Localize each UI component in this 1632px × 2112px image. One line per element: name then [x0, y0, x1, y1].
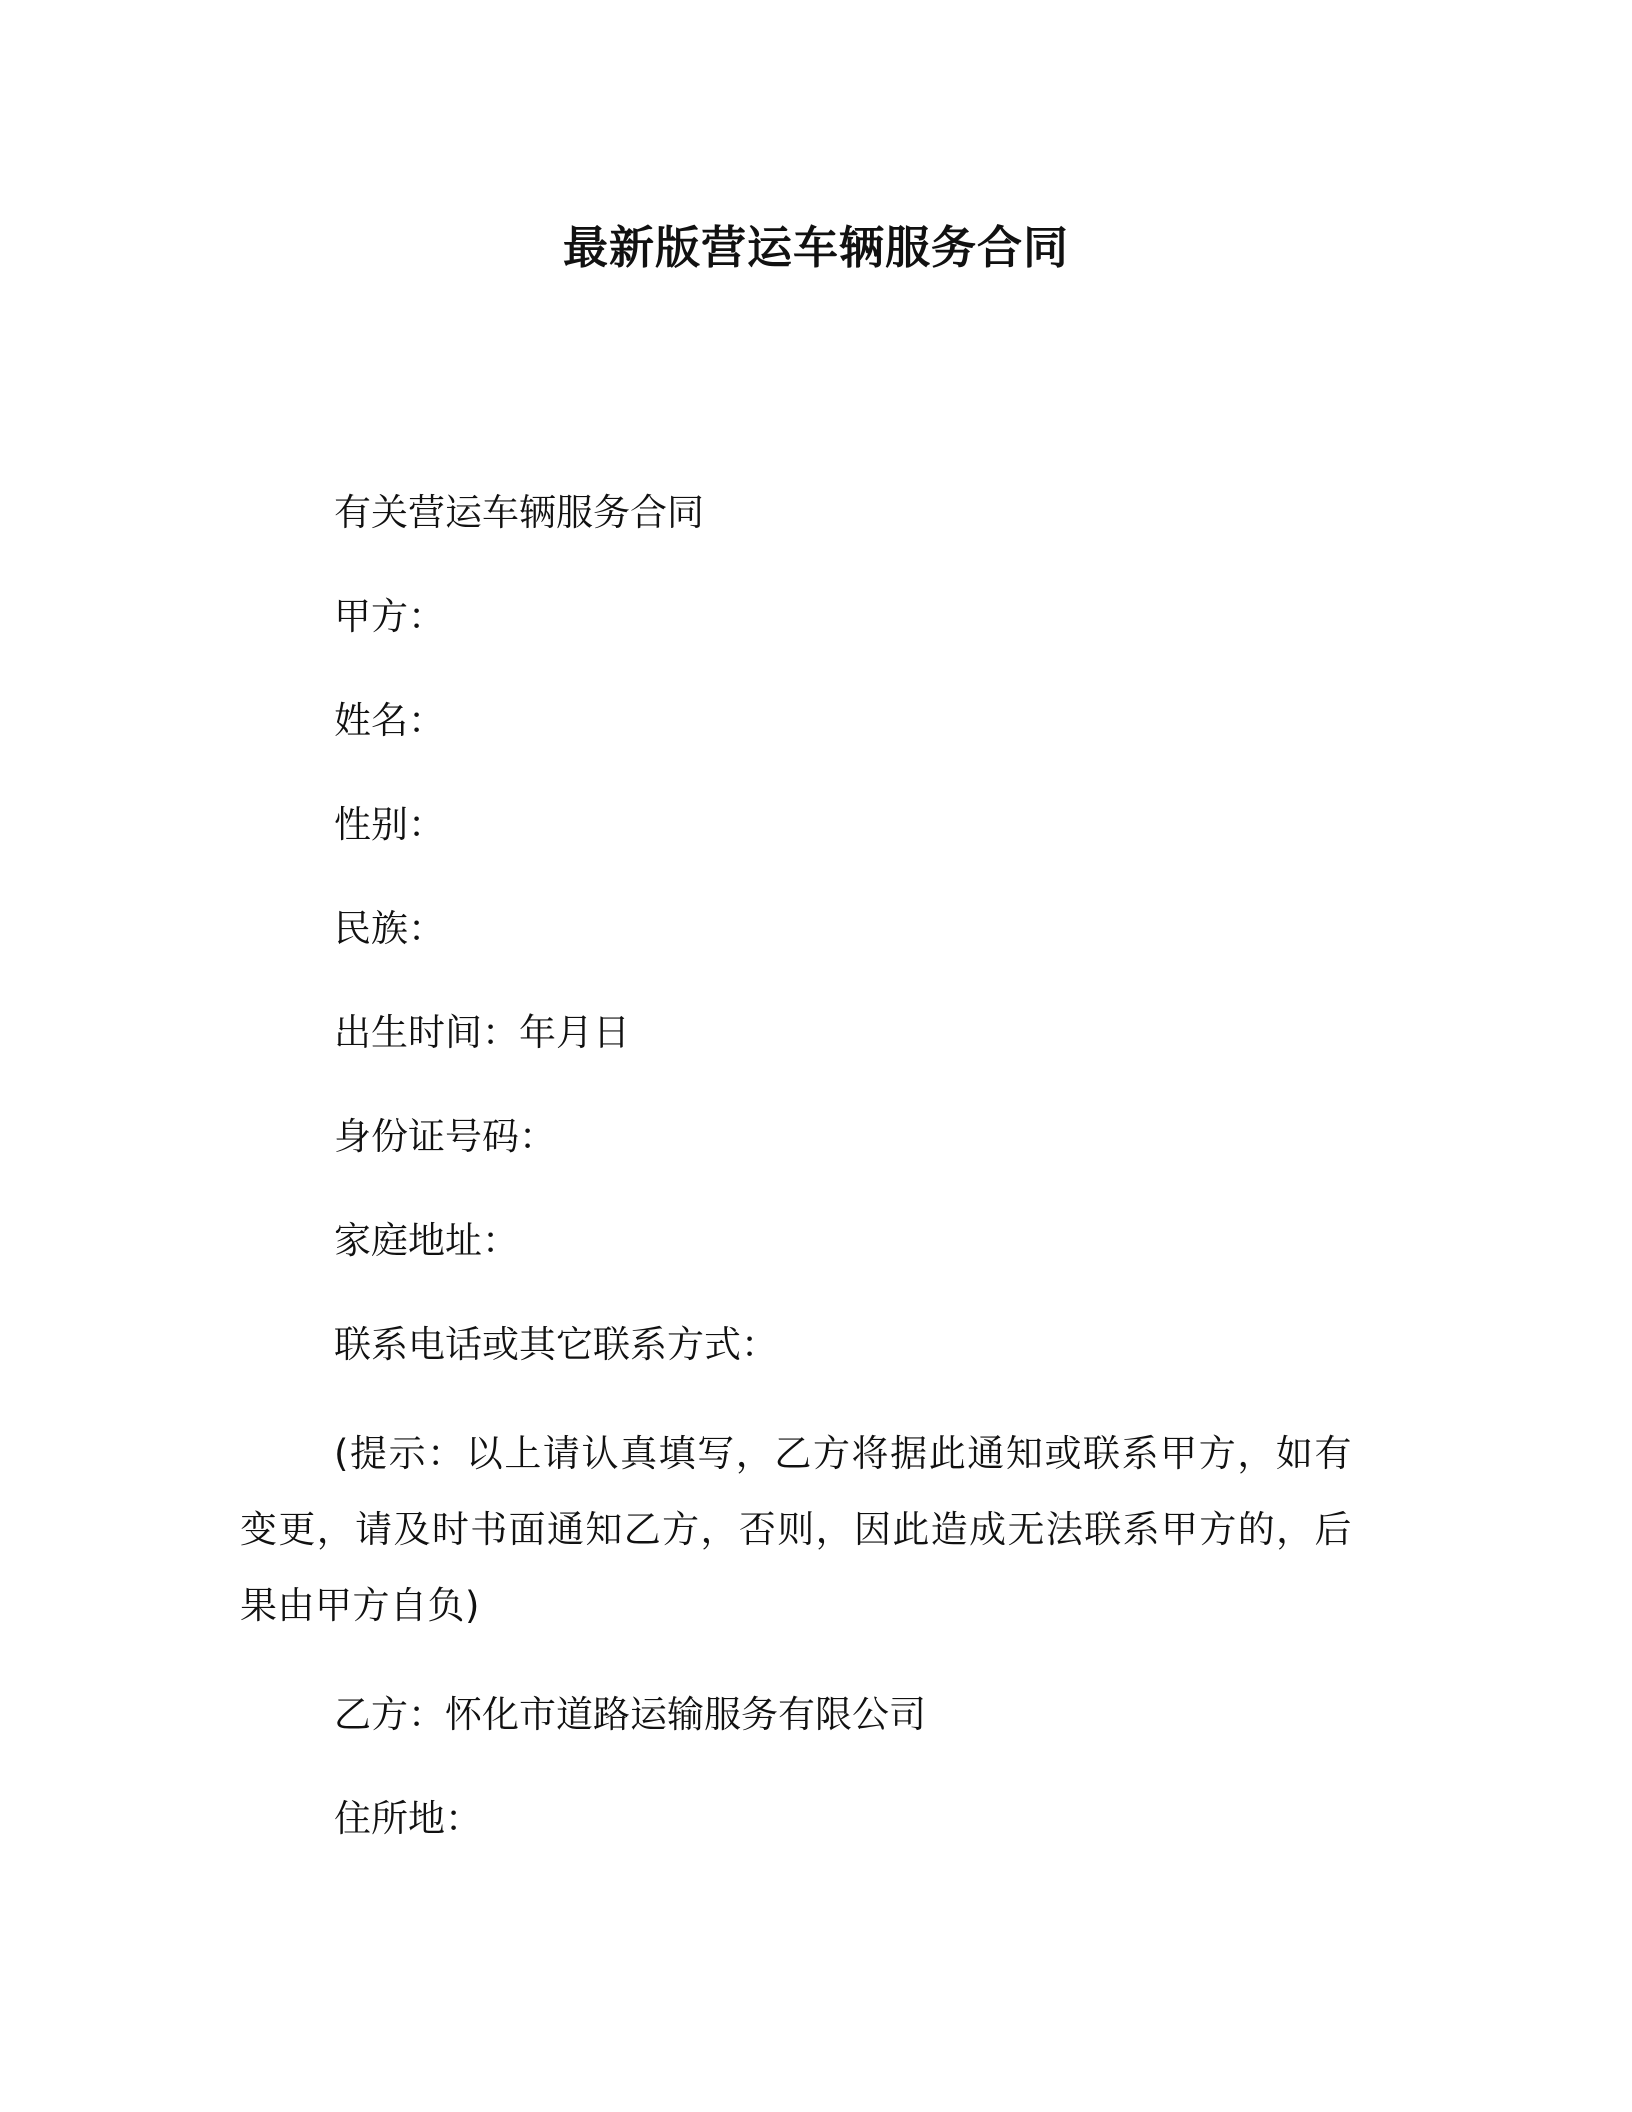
contact-label: 联系电话或其它联系方式：: [334, 1323, 778, 1366]
ethnicity-label: 民族：: [334, 907, 445, 950]
document-body: [240, 488, 1352, 1898]
notice-paragraph: (提示：以上请认真填写，乙方将据此通知或联系甲方，如有变更，请及时书面通知乙方，否则，因此造成无法联系甲方的，后果由甲方自负): [240, 1432, 1352, 1627]
gender-label: 性别：: [334, 803, 445, 846]
id-number-label: 身份证号码：: [334, 1115, 556, 1158]
residence-label: 住所地：: [334, 1797, 482, 1840]
birth-date-label: 出生时间：年月日: [334, 1011, 630, 1054]
home-address-label: 家庭地址：: [334, 1219, 519, 1262]
name-label: 姓名：: [334, 699, 445, 742]
document-title: 最新版营运车辆服务合同: [562, 221, 1069, 274]
party-b-label: 乙方：怀化市道路运输服务有限公司: [334, 1693, 926, 1736]
contract-subtitle: 有关营运车辆服务合同: [334, 491, 704, 534]
party-a-label: 甲方：: [334, 595, 445, 638]
